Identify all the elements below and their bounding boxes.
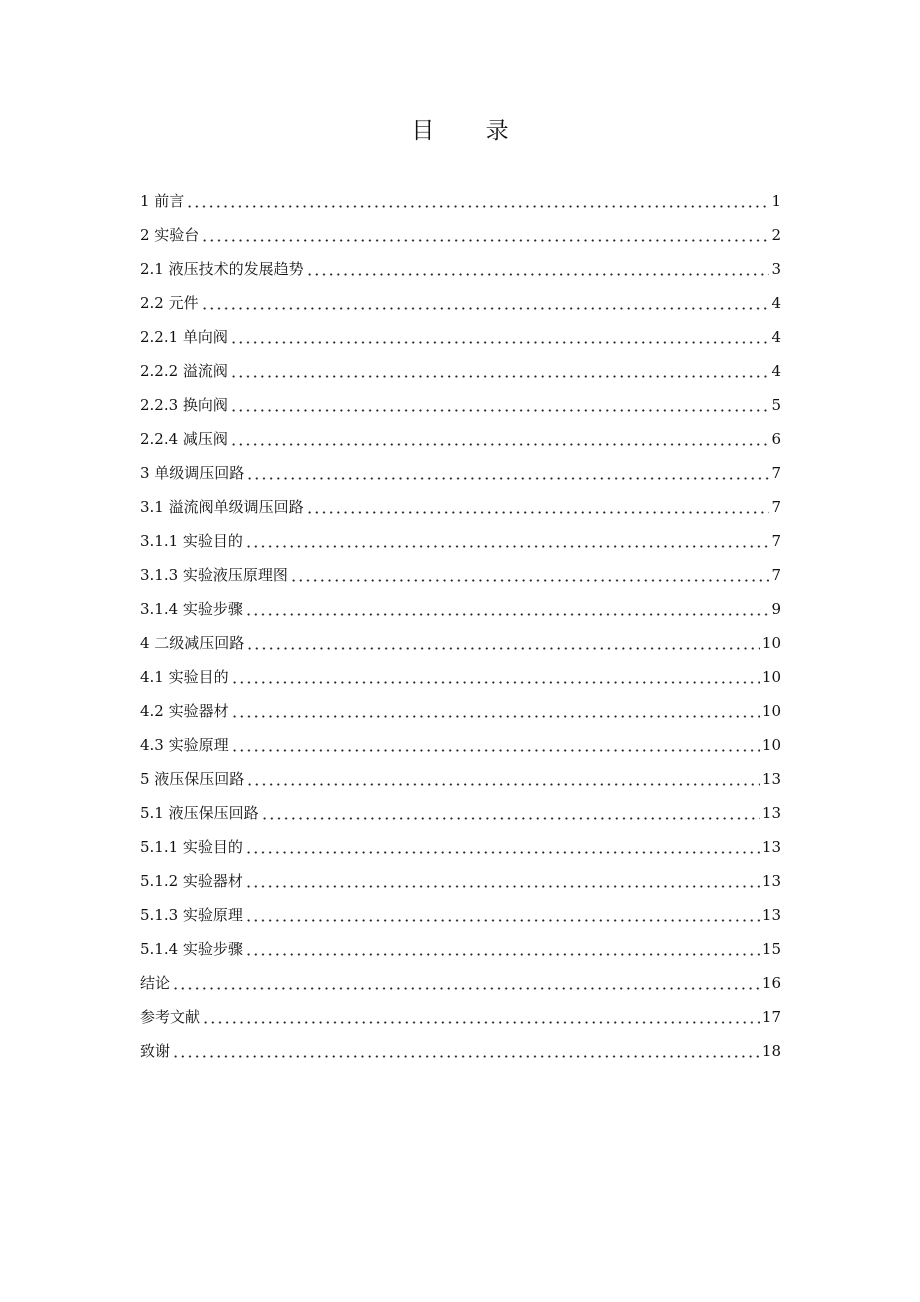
toc-dot-leader [201, 239, 769, 242]
toc-entry-page: 4 [771, 362, 781, 380]
toc-entry-label: 2.2.3 换向阀 [140, 396, 228, 414]
toc-dot-leader [245, 851, 760, 854]
toc-entry-page: 13 [761, 804, 781, 822]
toc-entry-label: 结论 [140, 974, 171, 992]
toc-list [140, 184, 781, 1068]
toc-entry-label: 4.1 实验目的 [140, 668, 229, 686]
toc-entry[interactable] [140, 796, 781, 830]
toc-dot-leader [246, 477, 769, 480]
toc-entry[interactable] [140, 524, 781, 558]
toc-entry[interactable] [140, 320, 781, 354]
toc-entry[interactable] [140, 558, 781, 592]
toc-entry-page: 6 [771, 430, 781, 448]
toc-dot-leader [245, 545, 770, 548]
toc-entry-page: 13 [761, 872, 781, 890]
toc-dot-leader [230, 409, 770, 412]
toc-entry-page: 1 [771, 192, 781, 210]
toc-dot-leader [245, 953, 760, 956]
toc-entry-page: 10 [761, 634, 781, 652]
toc-entry-page: 4 [771, 294, 781, 312]
toc-entry[interactable] [140, 728, 781, 762]
toc-entry-label: 2 实验台 [140, 226, 200, 244]
toc-dot-leader [230, 341, 770, 344]
toc-entry[interactable] [140, 864, 781, 898]
toc-entry-page: 10 [761, 668, 781, 686]
toc-entry-label: 3.1.1 实验目的 [140, 532, 243, 550]
toc-entry[interactable] [140, 932, 781, 966]
toc-entry[interactable] [140, 1000, 781, 1034]
toc-entry-page: 3 [771, 260, 781, 278]
toc-entry[interactable] [140, 660, 781, 694]
toc-entry[interactable] [140, 456, 781, 490]
toc-entry-label: 4.3 实验原理 [140, 736, 229, 754]
toc-entry-label: 5.1.2 实验器材 [140, 872, 243, 890]
toc-entry-label: 4.2 实验器材 [140, 702, 229, 720]
toc-entry[interactable] [140, 252, 781, 286]
toc-entry-label: 2.2.4 减压阀 [140, 430, 228, 448]
toc-dot-leader [186, 205, 769, 208]
toc-entry[interactable] [140, 898, 781, 932]
toc-dot-leader [246, 647, 760, 650]
toc-entry-page: 16 [761, 974, 781, 992]
toc-entry-label: 3.1 溢流阀单级调压回路 [140, 498, 304, 516]
toc-entry-label: 5.1.1 实验目的 [140, 838, 243, 856]
toc-entry-page: 10 [761, 736, 781, 754]
toc-entry[interactable] [140, 830, 781, 864]
toc-entry[interactable] [140, 218, 781, 252]
toc-entry-page: 13 [761, 838, 781, 856]
toc-dot-leader [245, 613, 770, 616]
toc-entry-label: 1 前言 [140, 192, 185, 210]
toc-dot-leader [202, 1021, 760, 1024]
toc-entry-label: 2.2.2 溢流阀 [140, 362, 228, 380]
toc-dot-leader [230, 375, 770, 378]
toc-dot-leader [306, 511, 770, 514]
toc-entry-page: 7 [771, 566, 781, 584]
toc-dot-leader [231, 681, 760, 684]
toc-dot-leader [230, 443, 770, 446]
toc-entry-label: 2.2.1 单向阀 [140, 328, 228, 346]
toc-entry-page: 15 [761, 940, 781, 958]
toc-dot-leader [245, 919, 760, 922]
toc-entry-page: 7 [771, 498, 781, 516]
toc-entry-label: 2.2 元件 [140, 294, 199, 312]
toc-entry-label: 5 液压保压回路 [140, 770, 245, 788]
toc-entry-label: 2.1 液压技术的发展趋势 [140, 260, 304, 278]
toc-entry-label: 3 单级调压回路 [140, 464, 245, 482]
toc-dot-leader [245, 885, 760, 888]
toc-dot-leader [261, 817, 760, 820]
toc-dot-leader [290, 579, 770, 582]
toc-entry[interactable] [140, 1034, 781, 1068]
toc-dot-leader [231, 749, 760, 752]
toc-entry[interactable] [140, 626, 781, 660]
toc-entry-label: 参考文献 [140, 1008, 201, 1026]
toc-entry-page: 18 [761, 1042, 781, 1060]
toc-entry-page: 7 [771, 532, 781, 550]
toc-entry-page: 4 [771, 328, 781, 346]
toc-dot-leader [201, 307, 770, 310]
toc-entry[interactable] [140, 966, 781, 1000]
toc-entry-label: 致谢 [140, 1042, 171, 1060]
toc-dot-leader [246, 783, 760, 786]
toc-entry[interactable] [140, 388, 781, 422]
toc-entry-label: 4 二级减压回路 [140, 634, 245, 652]
toc-entry-label: 3.1.3 实验液压原理图 [140, 566, 288, 584]
toc-dot-leader [306, 273, 770, 276]
toc-entry-page: 17 [761, 1008, 781, 1026]
toc-entry-label: 5.1.4 实验步骤 [140, 940, 243, 958]
toc-entry-page: 13 [761, 906, 781, 924]
toc-entry-page: 7 [771, 464, 781, 482]
toc-entry-page: 2 [771, 226, 781, 244]
toc-title: 目 录 [411, 118, 531, 144]
toc-entry[interactable] [140, 490, 781, 524]
toc-entry[interactable] [140, 184, 781, 218]
toc-entry-label: 5.1 液压保压回路 [140, 804, 259, 822]
toc-entry-page: 10 [761, 702, 781, 720]
toc-entry[interactable] [140, 354, 781, 388]
toc-entry-page: 5 [771, 396, 781, 414]
toc-entry-label: 3.1.4 实验步骤 [140, 600, 243, 618]
toc-dot-leader [172, 1055, 760, 1058]
toc-entry-page: 9 [771, 600, 781, 618]
toc-entry-label: 5.1.3 实验原理 [140, 906, 243, 924]
toc-dot-leader [231, 715, 760, 718]
toc-entry[interactable] [140, 592, 781, 626]
toc-dot-leader [172, 987, 760, 990]
toc-entry[interactable] [140, 422, 781, 456]
toc-entry[interactable] [140, 762, 781, 796]
toc-entry[interactable] [140, 694, 781, 728]
toc-entry[interactable] [140, 286, 781, 320]
toc-entry-page: 13 [761, 770, 781, 788]
